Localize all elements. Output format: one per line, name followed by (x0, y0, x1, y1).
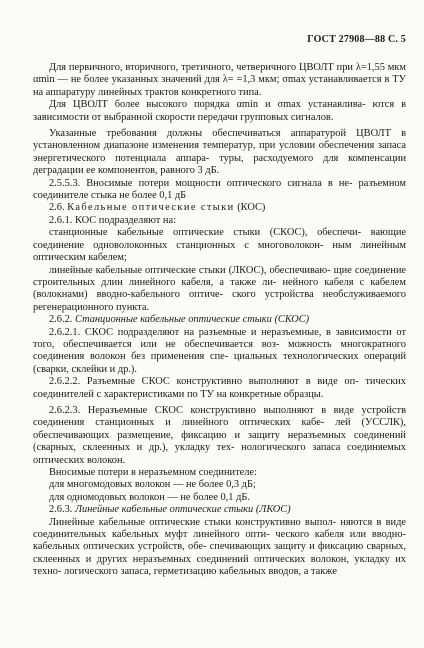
subsection-title: Линейные кабельные оптические стыки (ЛКОС) (75, 504, 291, 516)
paragraph: Для ЦВОЛТ более высокого порядка αmin и σmax устанавлива- ются в зависимости от выбранной скорости передачи групповых сигналов. (33, 99, 406, 123)
paragraph: 2.6.2.1. СКОС подразделяют на разъемные и неразъемные, в зависимости от того, обеспечивается или не обеспечивается воз- можность многократного соединения волокон без применения спе- циальных технологических операций (сварки, склейки и др.). (33, 326, 406, 375)
paragraph: линейные кабельные оптические стыки (ЛКОС), обеспечиваю- щие соединение строительных длин линейного кабеля, а также ли- нейного кабеля с кабелем (волокнами) вводно-кабельного оптиче- ского устройства необслуживаемого регенерационного пункта. (33, 264, 406, 313)
section-number: 2.6. (49, 202, 65, 214)
document-body (33, 62, 406, 579)
section-title: Кабельные оптические стыки (67, 202, 235, 214)
subsection-heading (33, 504, 406, 516)
paragraph: 2.5.5.3. Вносимые потери мощности оптического сигнала в не- разъемном соединителе стыка не более 0,1 дБ (33, 177, 406, 202)
subsection-title: Станционные кабельные оптические стыки (СКОС) (75, 314, 310, 326)
paragraph: Для первичного, вторичного, третичного, четверичного ЦВОЛТ при λ=1,55 мкм αmin — не более указанных значений для λ= =1,3 мкм; σmax устанавливается в ТУ на аппаратуру линейных трактов конкретного типа. (33, 62, 406, 98)
page-header: ГОСТ 27908—88 С. 5 (307, 34, 406, 45)
section-abbrev: (КОС) (237, 202, 266, 214)
subsection-number: 2.6.3. (49, 504, 73, 516)
paragraph: Указанные требования должны обеспечиваться аппаратурой ЦВОЛТ в установленном диапазоне изменения температур, при условии обеспечения запаса энергетического потенциала аппара- туры, расходуемого для компенсации деградации ее компонентов, равного 3 дБ. (33, 128, 406, 177)
paragraph: 2.6.1. КОС подразделяют на: (49, 214, 176, 226)
paragraph: 2.6.2.3. Неразъемные СКОС конструктивно выполняют в виде устройств соединения станционных и линейного оптических кабе- лей (УССЛК), обеспечивающих размещение, фиксацию и защиту неразъемных соединений (сварных, склеенных и др.), укладку тех- нологического запаса соединяемых оптических волокон. (33, 404, 406, 466)
paragraph: 2.6.2.2. Разъемные СКОС конструктивно выполняют в виде оп- тических соединителей с характеристиками по ТУ на конкретные образцы. (33, 376, 406, 400)
paragraph: станционные кабельные оптические стыки (СКОС), обеспечи- вающие соединение одноволоконных станционных с многоволокон- ным линейным оптическим кабелем; (33, 227, 406, 264)
paragraph: Вносимые потери в неразъемном соединителе: (49, 467, 257, 478)
paragraph: для многомодовых волокон — не более 0,3 дБ; (49, 479, 256, 491)
section-heading (33, 202, 406, 214)
subsection-number: 2.6.2. (49, 314, 73, 326)
subsection-heading (33, 314, 406, 326)
paragraph: Линейные кабельные оптические стыки конструктивно выпол- няются в виде соединительных кабельных муфт линейного опти- ческого кабеля или вводно-кабельных оптических устройств, обе- спечивающих защиту и фиксацию сварных, склеенных и других неразъемных соединений оптических волокон, укладку их техно- логического запаса, герметизацию кабельных вводов, а также (33, 516, 406, 578)
paragraph: для одномодовых волокон — не более 0,1 дБ. (49, 491, 250, 503)
